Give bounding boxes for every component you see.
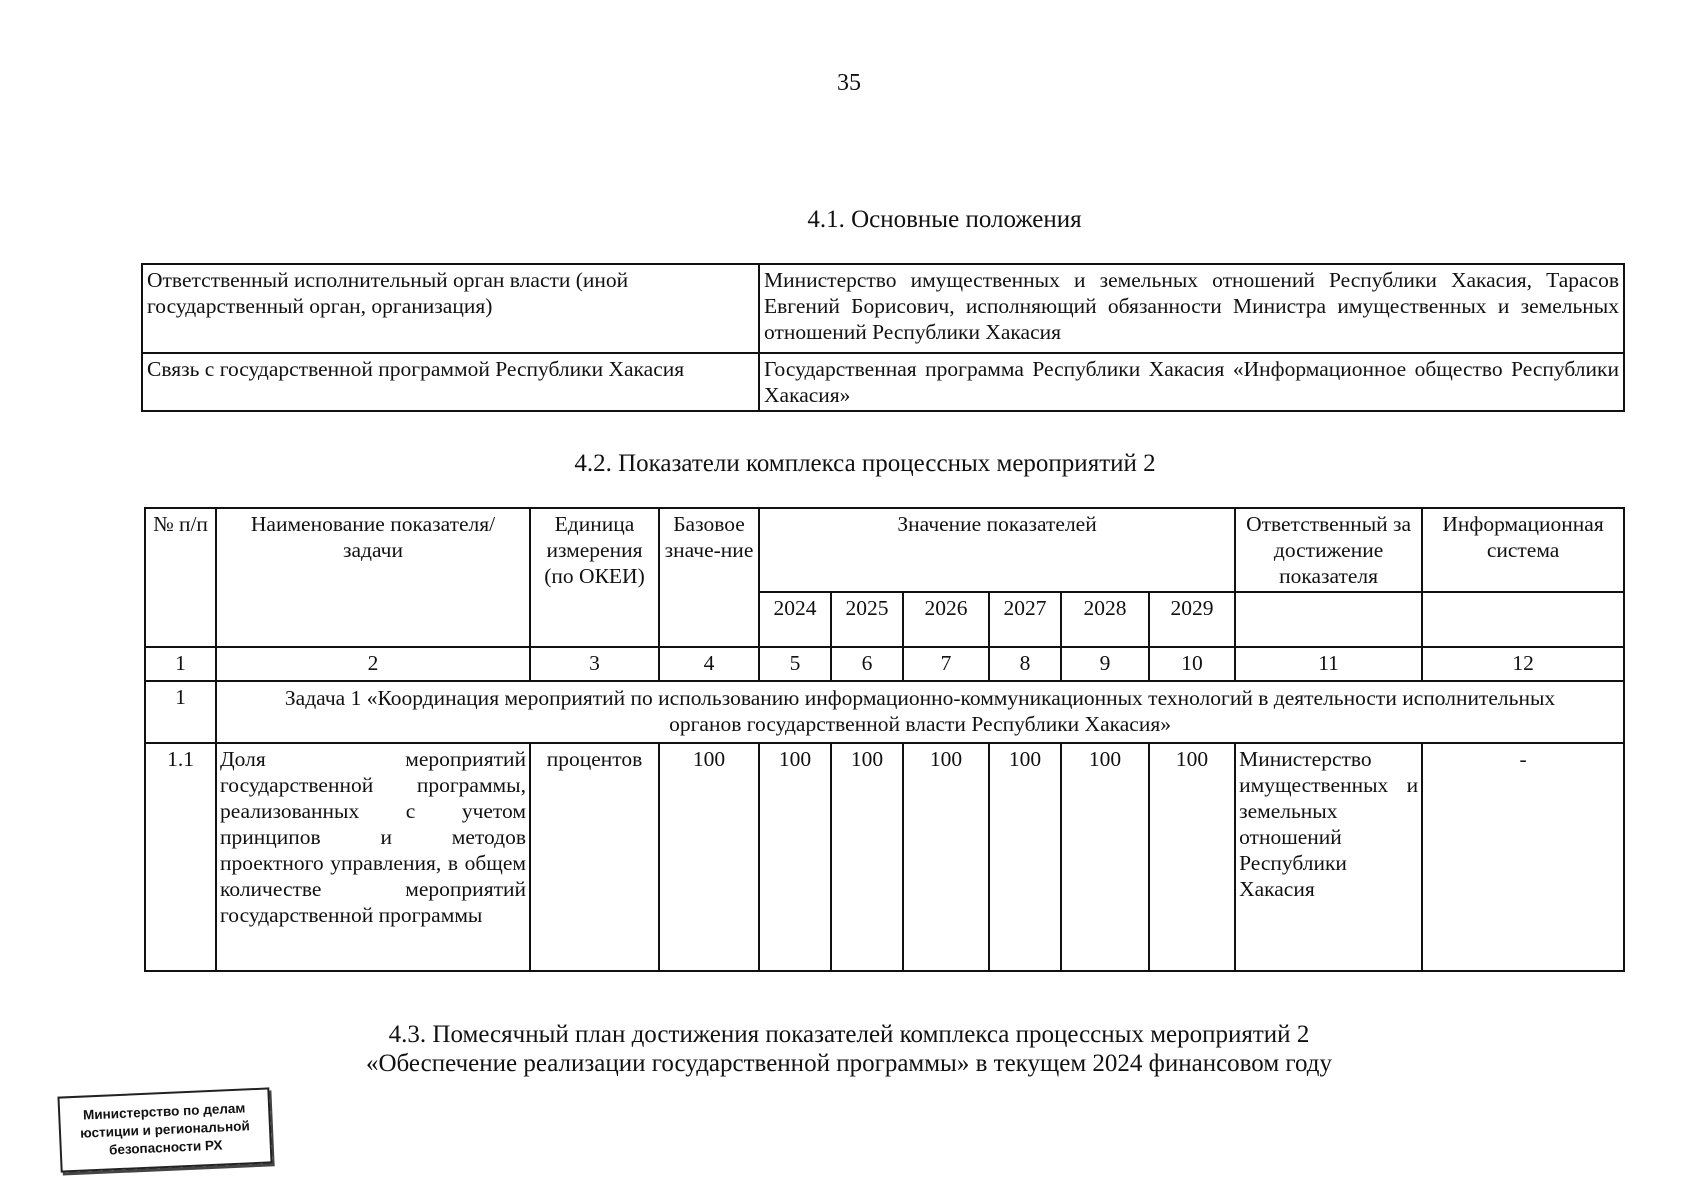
indicators-table bbox=[144, 507, 1625, 972]
indicator-base: 100 bbox=[659, 743, 759, 971]
section-4-2-title: 4.2. Показатели комплекса процессных мероприятий 2 bbox=[574, 450, 1156, 477]
indicator-row bbox=[145, 743, 1624, 971]
header-base: Базовое значе-ние bbox=[659, 508, 759, 647]
table-row bbox=[142, 264, 1624, 353]
column-number: 6 bbox=[831, 647, 903, 681]
task-row bbox=[145, 681, 1624, 743]
section-4-1-title: 4.1. Основные положения bbox=[807, 206, 1082, 233]
header-responsible: Ответственный за достижение показателя bbox=[1235, 508, 1422, 592]
indicator-value-2026: 100 bbox=[903, 743, 989, 971]
table-row bbox=[142, 353, 1624, 411]
header-num: № п/п bbox=[145, 508, 216, 647]
task-num: 1 bbox=[145, 681, 216, 743]
indicator-value-2029: 100 bbox=[1149, 743, 1235, 971]
header-name: Наименование показателя/ задачи bbox=[216, 508, 530, 647]
section-4-3-title-line1: 4.3. Помесячный план достижения показателей комплекса процессных мероприятий 2 bbox=[388, 1021, 1310, 1048]
indicator-unit: процентов bbox=[530, 743, 659, 971]
indicator-value-2027: 100 bbox=[989, 743, 1061, 971]
section-4-3-title bbox=[0, 1020, 1698, 1078]
column-number: 4 bbox=[659, 647, 759, 681]
task-text: Задача 1 «Координация мероприятий по использованию информационно-коммуникационных технологий в деятельности исполнительных органов государственной власти Республики Хакасия» bbox=[216, 681, 1624, 743]
indicator-responsible: Министерство имущественных и земельных отношений Республики Хакасия bbox=[1235, 743, 1422, 971]
header-year-2028: 2028 bbox=[1061, 592, 1149, 647]
stamp-line: безопасности РХ bbox=[108, 1137, 223, 1158]
stamp-line: Министерство по делам bbox=[82, 1100, 246, 1123]
header-system-empty bbox=[1422, 592, 1624, 647]
header-values-group: Значение показателей bbox=[759, 508, 1235, 592]
program-link-value: Государственная программа Республики Хакасия «Информационное общество Республики Хакасия» bbox=[759, 353, 1624, 411]
column-number: 3 bbox=[530, 647, 659, 681]
column-number: 2 bbox=[216, 647, 530, 681]
program-link-label: Связь с государственной программой Республики Хакасия bbox=[142, 353, 759, 411]
column-number: 1 bbox=[145, 647, 216, 681]
column-number: 7 bbox=[903, 647, 989, 681]
indicator-name: Доля мероприятий государственной программы, реализованных с учетом принципов и методов проектного управления, в общем количестве мероприятий государственной программы bbox=[216, 743, 530, 971]
column-numbers-row bbox=[145, 647, 1624, 681]
column-number: 8 bbox=[989, 647, 1061, 681]
header-system: Информационная система bbox=[1422, 508, 1624, 592]
indicator-value-2028: 100 bbox=[1061, 743, 1149, 971]
stamp-line: юстиции и региональной bbox=[79, 1118, 251, 1141]
header-year-2026: 2026 bbox=[903, 592, 989, 647]
responsible-body-label: Ответственный исполнительный орган власти (иной государственный орган, организация) bbox=[142, 264, 759, 353]
header-responsible-empty bbox=[1235, 592, 1422, 647]
page-number: 35 bbox=[837, 70, 861, 96]
header-row bbox=[145, 508, 1624, 592]
indicator-value-2024: 100 bbox=[759, 743, 831, 971]
header-year-2024: 2024 bbox=[759, 592, 831, 647]
section-4-3-title-line2: «Обеспечение реализации государственной программы» в текущем 2024 финансовом году bbox=[365, 1050, 1333, 1077]
column-number: 5 bbox=[759, 647, 831, 681]
basic-provisions-table bbox=[141, 263, 1625, 412]
header-unit: Единица измерения (по ОКЕИ) bbox=[530, 508, 659, 647]
header-year-2029: 2029 bbox=[1149, 592, 1235, 647]
column-number: 12 bbox=[1422, 647, 1624, 681]
indicator-system: - bbox=[1422, 743, 1624, 971]
header-year-2025: 2025 bbox=[831, 592, 903, 647]
column-number: 10 bbox=[1149, 647, 1235, 681]
header-year-2027: 2027 bbox=[989, 592, 1061, 647]
responsible-body-value: Министерство имущественных и земельных отношений Республики Хакасия, Тарасов Евгений Борисович, исполняющий обязанности Министра имущественных и земельных отношений Республики Хакасия bbox=[759, 264, 1624, 353]
column-number: 11 bbox=[1235, 647, 1422, 681]
indicator-value-2025: 100 bbox=[831, 743, 903, 971]
registration-stamp bbox=[57, 1087, 272, 1172]
column-number: 9 bbox=[1061, 647, 1149, 681]
indicator-num: 1.1 bbox=[145, 743, 216, 971]
